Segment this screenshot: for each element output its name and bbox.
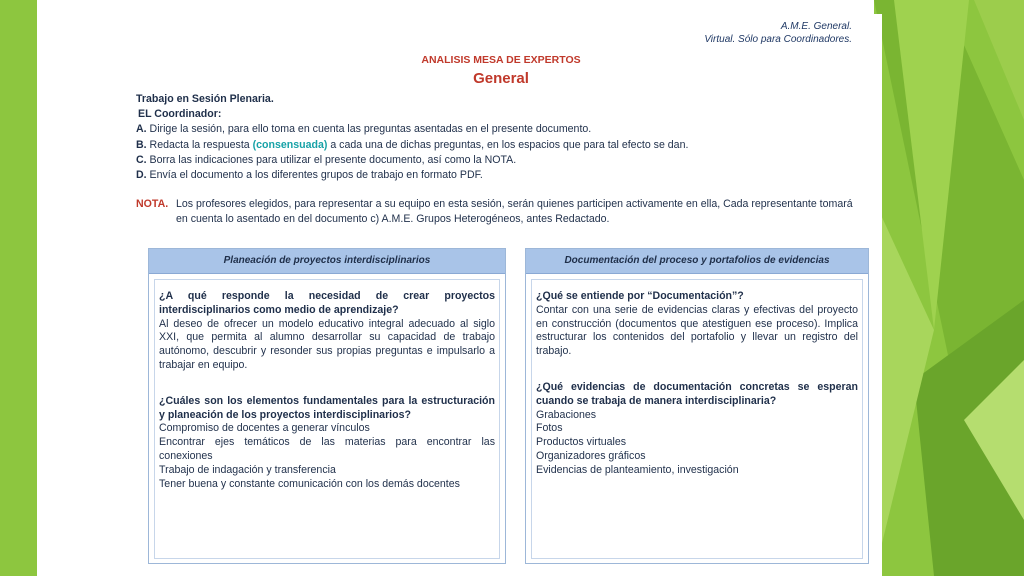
document-title: ANALISIS MESA DE EXPERTOS: [421, 54, 581, 66]
documentation-column: [525, 248, 869, 564]
document-page: [120, 14, 882, 576]
planning-answer-1: Al deseo de ofrecer un modelo educativo integral adecuado al siglo XXI, que permita al alumno desarrollar su capacidad de trabajo autónomo, descubrir y resonder sus propias preguntas e impulsarlo a trabajar en equipo.: [159, 317, 495, 371]
instruction-letter: D.: [136, 169, 147, 182]
instruction-item-a: [136, 122, 856, 137]
documentation-answer-item: Productos virtuales: [536, 436, 627, 449]
documentation-answer-item: Fotos: [536, 422, 563, 435]
documentation-question-2: ¿Qué evidencias de documentación concretas se esperan cuando se trabaja de manera interdisciplinaria?: [536, 380, 858, 407]
planning-answer-item: Tener buena y constante comunicación con los demás docentes: [159, 477, 460, 490]
planning-answer-item: Trabajo de indagación y transferencia: [159, 463, 336, 476]
left-green-stripe: [0, 0, 37, 576]
header-line-2: Virtual. Sólo para Coordinadores.: [704, 34, 852, 45]
planning-question-2: ¿Cuáles son los elementos fundamentales para la estructuración y planeación de los proyectos interdisciplinarios?: [159, 394, 495, 421]
header-line-1: A.M.E. General.: [780, 21, 852, 32]
document-subtitle: General: [473, 70, 529, 87]
document-header-note: [704, 20, 852, 46]
documentation-answer-box: [531, 279, 863, 559]
planning-answer-item: Compromiso de docentes a generar vínculos: [159, 422, 370, 435]
instruction-text: Dirige la sesión, para ello toma en cuenta las preguntas asentadas en el presente documento.: [149, 123, 592, 136]
documentation-answer-item: Organizadores gráficos: [536, 449, 646, 462]
planning-column-heading: Planeación de proyectos interdisciplinarios: [149, 249, 505, 274]
nota-text: Los profesores elegidos, para representar a su equipo en esta sesión, serán quienes participen activamente en ella, Cada representante tomará en cuenta lo asentado en del documento c) A.M.E. Grupos Heterogéneos, antes Redactado.: [176, 198, 853, 226]
instruction-letter: A.: [136, 123, 147, 136]
planning-question-1: ¿A qué responde la necesidad de crear proyectos interdisciplinarios como medio de aprendizaje?: [159, 290, 495, 316]
planning-answer-item: Encontrar ejes temáticos de las materias para encontrar las conexiones: [159, 436, 495, 462]
coordinator-heading: EL Coordinador:: [138, 108, 222, 121]
nota-block: [136, 197, 856, 227]
documentation-question-1: ¿Qué se entiende por “Documentación”?: [536, 290, 744, 302]
documentation-answer-1: Contar con una serie de evidencias claras y efectivas del proyecto en construcción (documentos que atestiguen ese proceso). Implica estructurar los contenidos del portafolio y llevar un registro del trabajo.: [536, 303, 858, 358]
instruction-item-d: [136, 168, 856, 183]
planning-answer-box: [154, 279, 500, 559]
instruction-letter: B.: [136, 138, 147, 151]
instruction-text: Envía el documento a los diferentes grupos de trabajo en formato PDF.: [149, 169, 483, 182]
documentation-column-heading: Documentación del proceso y portafolios de evidencias: [526, 249, 868, 274]
right-decorative-shapes: [874, 0, 1024, 576]
instruction-text: Redacta la respuesta: [149, 138, 253, 151]
nota-label: NOTA.: [136, 198, 169, 211]
planning-column: [148, 248, 506, 564]
instruction-text: a cada una de dichas preguntas, en los espacios que para tal efecto se dan.: [327, 138, 689, 151]
documentation-answer-item: Grabaciones: [536, 408, 597, 421]
instructions-block: [136, 92, 856, 228]
consensuada-highlight: (consensuada): [252, 138, 328, 151]
instruction-item-b: [136, 138, 856, 153]
instruction-item-c: [136, 153, 856, 168]
documentation-answer-item: Evidencias de planteamiento, investigación: [536, 463, 739, 476]
instruction-letter: C.: [136, 153, 147, 166]
instruction-text: Borra las indicaciones para utilizar el presente documento, así como la NOTA.: [149, 153, 517, 166]
session-heading: Trabajo en Sesión Plenaria.: [136, 93, 274, 105]
